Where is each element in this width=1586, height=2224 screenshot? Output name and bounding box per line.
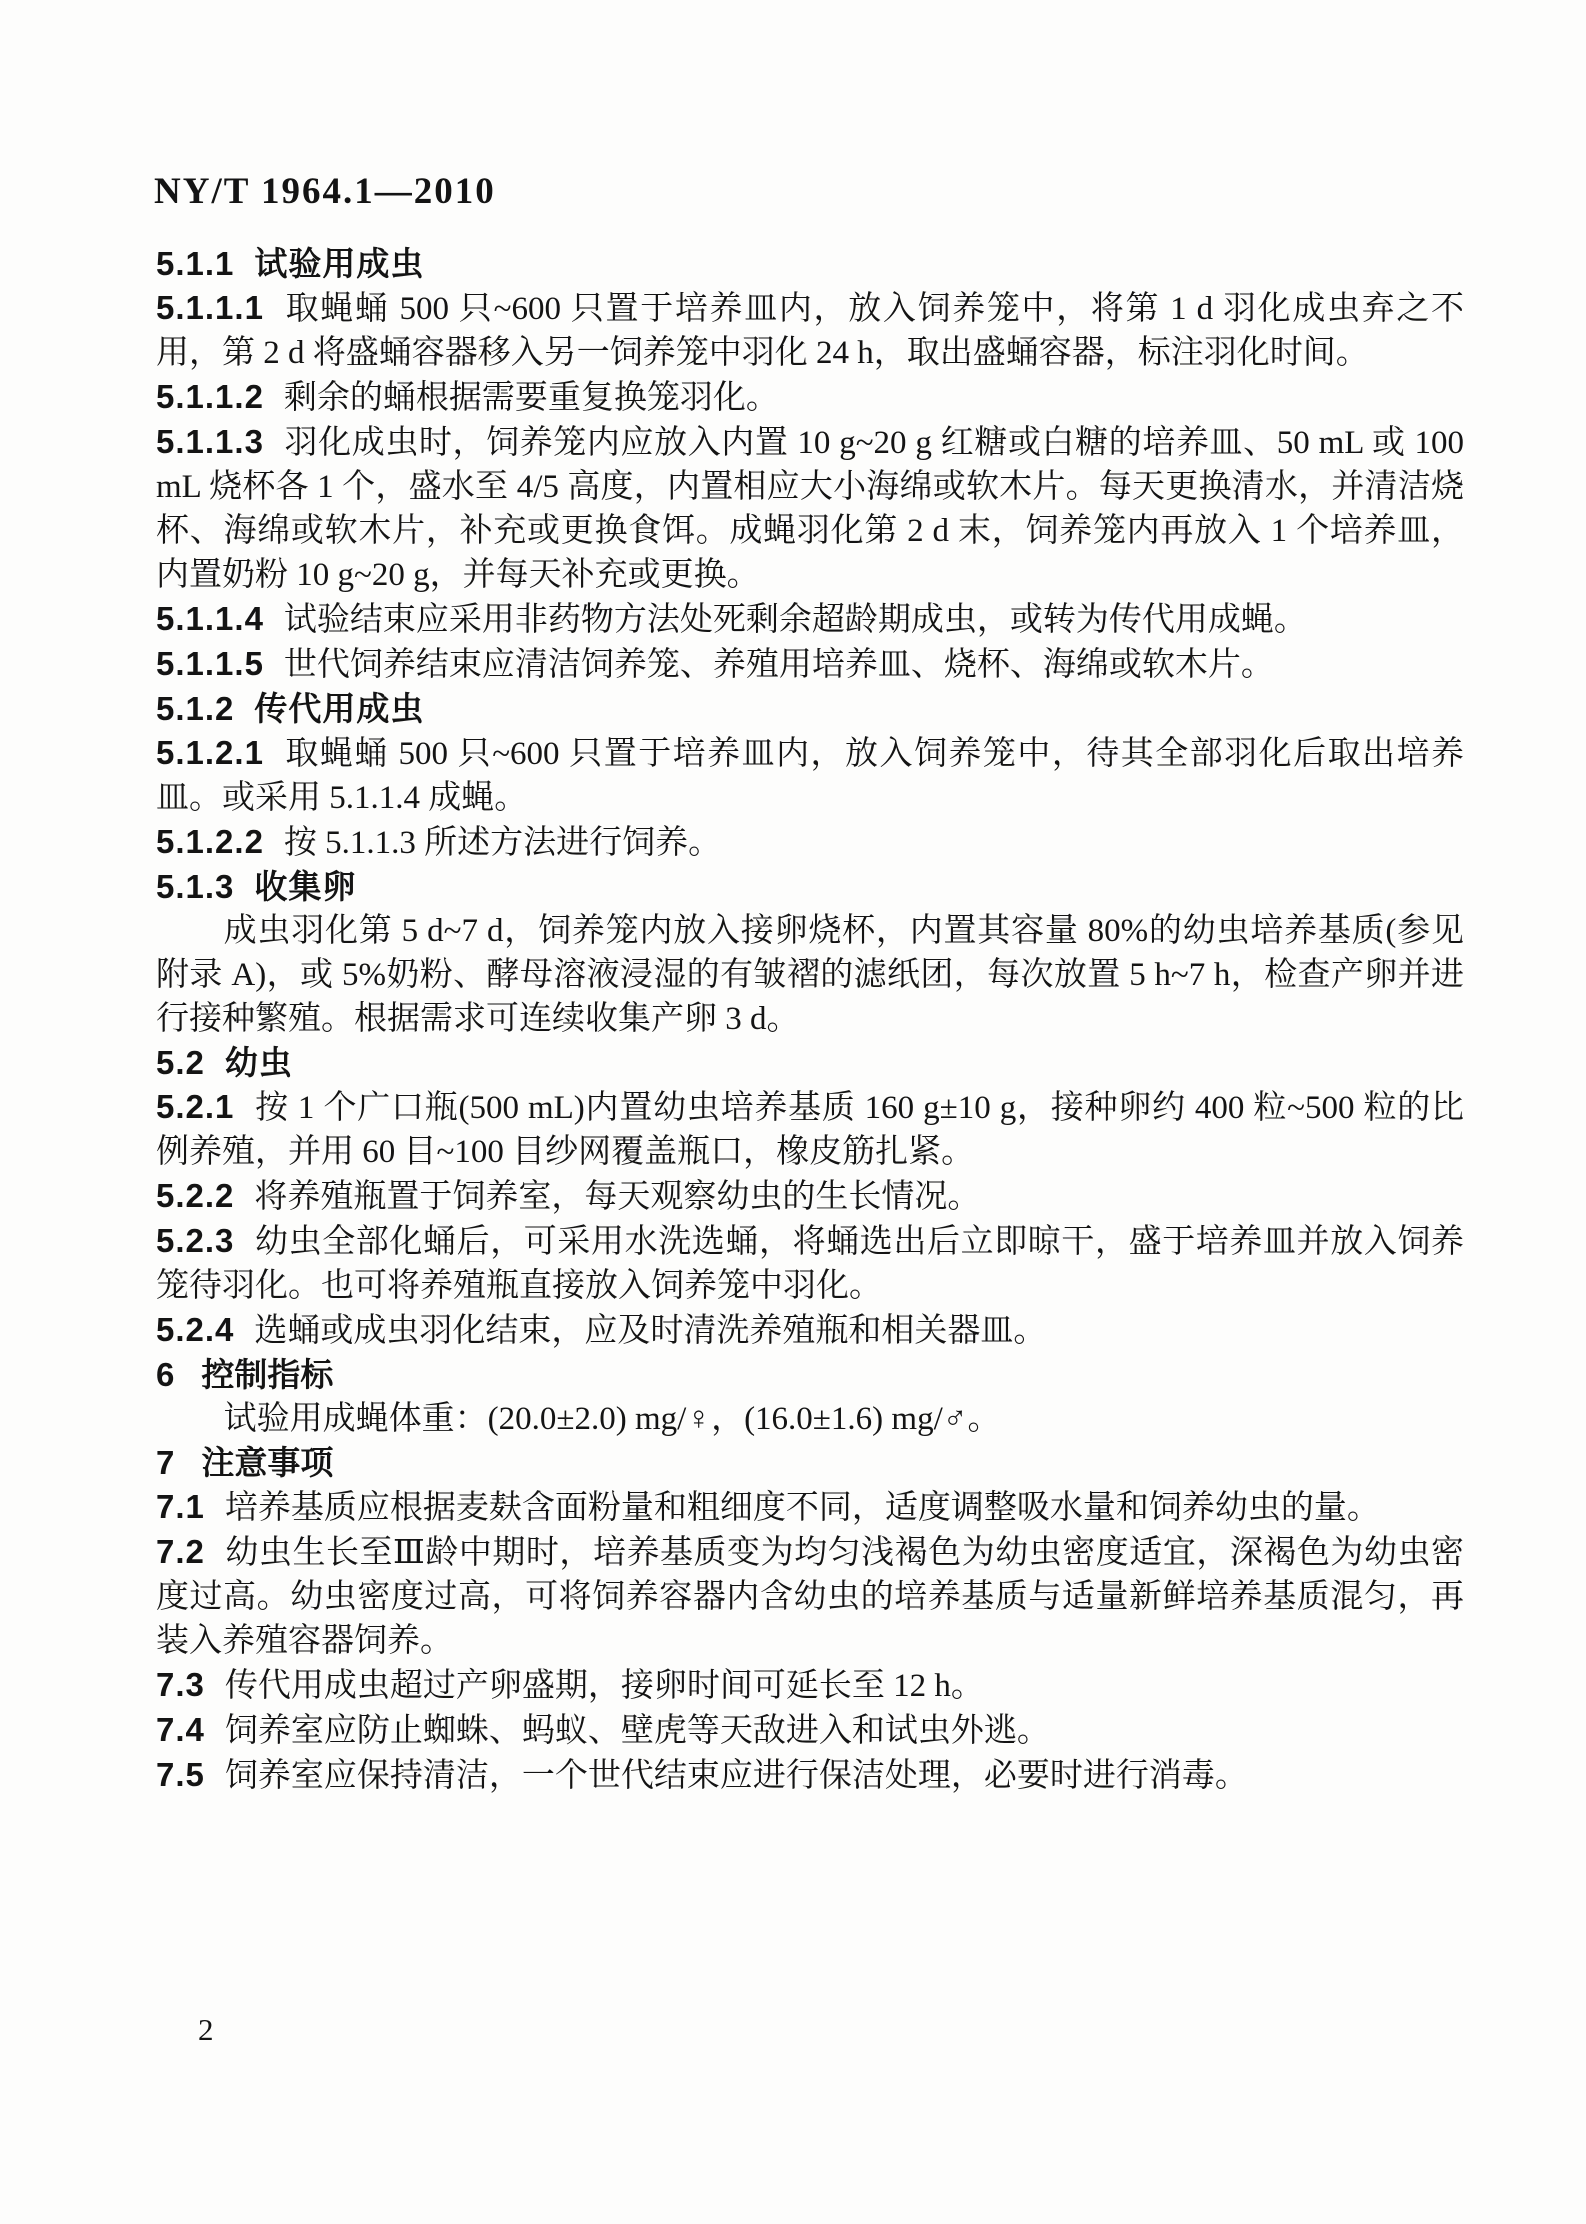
clause-paragraph — [156, 375, 1464, 420]
clause-paragraph — [156, 597, 1464, 642]
section-heading — [156, 687, 1464, 731]
clause-text: 饲养室应保持清洁，一个世代结束应进行保洁处理，必要时进行消毒。 — [224, 1758, 1248, 1794]
standard-number-header: NY/T 1964.1—2010 — [154, 171, 496, 212]
section-number: 5.1.1.1 — [156, 289, 264, 326]
clause-paragraph — [156, 1174, 1464, 1219]
clause-text: 取蝇蛹 500 只~600 只置于培养皿内，放入饲养笼中，待其全部羽化后取出培养皿。或采用 5.1.1.4 成蝇。 — [156, 736, 1464, 816]
clause-paragraph — [156, 1530, 1464, 1663]
clause-text: 按 1 个广口瓶(500 mL)内置幼虫培养基质 160 g±10 g，接种卵约 400 粒~500 粒的比例养殖，并用 60 目~100 目纱网覆盖瓶口，橡皮筋扎紧。 — [156, 1090, 1464, 1170]
document-body — [156, 242, 1464, 1798]
clause-paragraph — [156, 1485, 1464, 1530]
section-number: 5.1.1.3 — [156, 423, 264, 460]
clause-paragraph — [156, 286, 1464, 375]
section-number: 5.2.4 — [156, 1311, 235, 1348]
section-number: 7.5 — [156, 1756, 205, 1793]
chapter-heading — [156, 1353, 1464, 1397]
section-number: 5.1.2.2 — [156, 823, 264, 860]
body-paragraph: 试验用成蝇体重：(20.0±2.0) mg/♀，(16.0±1.6) mg/♂。 — [223, 1401, 1001, 1437]
page-number: 2 — [198, 2012, 214, 2047]
section-number: 5.2.1 — [156, 1088, 235, 1125]
section-number: 7 — [156, 1444, 176, 1481]
section-number: 5.2.3 — [156, 1222, 235, 1259]
section-number: 5.1.2.1 — [156, 734, 264, 771]
section-title: 幼虫 — [224, 1044, 293, 1081]
section-title: 控制指标 — [201, 1356, 334, 1393]
section-number: 5.1.1.2 — [156, 378, 264, 415]
section-title: 收集卵 — [254, 868, 357, 905]
section-number: 7.3 — [156, 1666, 205, 1703]
clause-paragraph — [156, 731, 1464, 820]
clause-text: 按 5.1.1.3 所述方法进行饲养。 — [283, 825, 722, 861]
section-number: 7.1 — [156, 1488, 205, 1525]
clause-paragraph — [156, 1308, 1464, 1353]
section-number: 7.4 — [156, 1711, 205, 1748]
clause-paragraph — [156, 820, 1464, 865]
clause-text: 幼虫生长至Ⅲ龄中期时，培养基质变为均匀浅褐色为幼虫密度适宜，深褐色为幼虫密度过高。幼虫密度过高，可将饲养容器内含幼虫的培养基质与适量新鲜培养基质混匀，再装入养殖容器饲养。 — [156, 1535, 1464, 1659]
clause-paragraph — [156, 642, 1464, 687]
section-heading — [156, 242, 1464, 286]
clause-text: 将养殖瓶置于饲养室，每天观察幼虫的生长情况。 — [254, 1179, 981, 1215]
section-heading — [156, 865, 1464, 909]
section-number: 5.1.2 — [156, 690, 235, 727]
section-heading — [156, 1041, 1464, 1085]
clause-text: 选蛹或成虫羽化结束，应及时清洗养殖瓶和相关器皿。 — [254, 1313, 1047, 1349]
section-number: 5.1.1.4 — [156, 600, 264, 637]
clause-text: 羽化成虫时，饲养笼内应放入内置 10 g~20 g 红糖或白糖的培养皿、50 mL 或 100 mL 烧杯各 1 个，盛水至 4/5 高度，内置相应大小海绵或软木片。每天更换清水，并清洁烧杯、海绵或软木片，补充或更换食饵。成蝇羽化第 2 d 末，饲养笼内再放入 1 个培养皿，内置奶粉 10 g~20 g，并每天补充或更换。 — [156, 425, 1464, 593]
section-title: 注意事项 — [201, 1444, 334, 1481]
clause-text: 取蝇蛹 500 只~600 只置于培养皿内，放入饲养笼中，将第 1 d 羽化成虫弃之不用，第 2 d 将盛蛹容器移入另一饲养笼中羽化 24 h，取出盛蛹容器，标注羽化时间。 — [156, 291, 1464, 371]
clause-text: 幼虫全部化蛹后，可采用水洗选蛹，将蛹选出后立即晾干，盛于培养皿并放入饲养笼待羽化。也可将养殖瓶直接放入饲养笼中羽化。 — [156, 1224, 1464, 1304]
clause-text: 试验结束应采用非药物方法处死剩余超龄期成虫，或转为传代用成蝇。 — [283, 602, 1307, 638]
section-number: 5.1.1 — [156, 245, 235, 282]
clause-paragraph — [156, 1219, 1464, 1308]
clause-paragraph — [156, 1708, 1464, 1753]
chapter-heading — [156, 1441, 1464, 1485]
clause-text: 饲养室应防止蜘蛛、蚂蚁、壁虎等天敌进入和试虫外逃。 — [224, 1713, 1050, 1749]
clause-text: 世代饲养结束应清洁饲养笼、养殖用培养皿、烧杯、海绵或软木片。 — [283, 647, 1274, 683]
clause-paragraph — [156, 1753, 1464, 1798]
clause-paragraph — [156, 1085, 1464, 1174]
section-number: 6 — [156, 1356, 176, 1393]
section-title: 传代用成虫 — [254, 690, 425, 727]
body-paragraph: 成虫羽化第 5 d~7 d，饲养笼内放入接卵烧杯，内置其容量 80%的幼虫培养基质(参见附录 A)，或 5%奶粉、酵母溶液浸湿的有皱褶的滤纸团，每次放置 5 h~7 h，检查产卵并进行接种繁殖。根据需求可连续收集产卵 3 d。 — [156, 913, 1464, 1037]
section-number: 5.2 — [156, 1044, 205, 1081]
clause-text: 培养基质应根据麦麸含面粉量和粗细度不同，适度调整吸水量和饲养幼虫的量。 — [224, 1490, 1380, 1526]
section-number: 5.1.1.5 — [156, 645, 264, 682]
section-title: 试验用成虫 — [254, 245, 425, 282]
section-number: 5.1.3 — [156, 868, 235, 905]
section-number: 7.2 — [156, 1533, 205, 1570]
clause-paragraph — [156, 1663, 1464, 1708]
clause-paragraph — [156, 420, 1464, 597]
clause-text: 传代用成虫超过产卵盛期，接卵时间可延长至 12 h。 — [224, 1668, 984, 1704]
clause-text: 剩余的蛹根据需要重复换笼羽化。 — [283, 380, 779, 416]
section-number: 5.2.2 — [156, 1177, 235, 1214]
